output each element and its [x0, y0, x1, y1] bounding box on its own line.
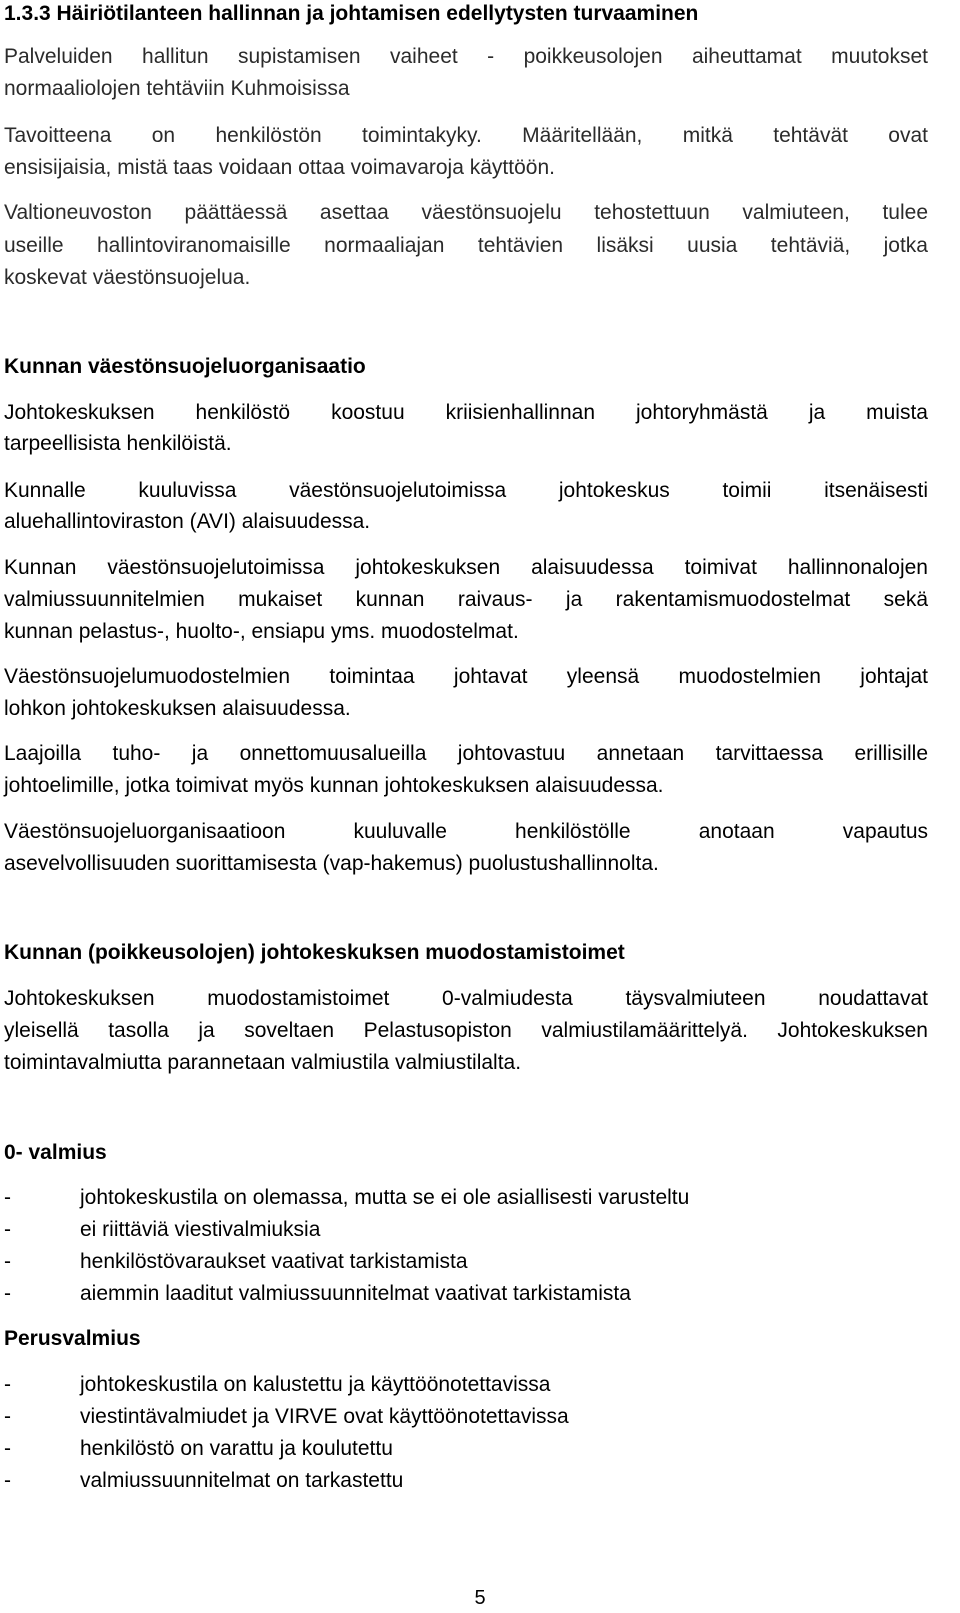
list-item: johtokeskustila on kalustettu ja käyttöönotettavissa	[80, 1373, 551, 1396]
paragraph-1-line-2: normaaliolojen tehtäviin Kuhmoisissa	[4, 77, 350, 100]
paragraph-3-line-1: Valtioneuvoston päättäessä asettaa väestönsuojelu tehostettuun valmiuteen, tulee	[4, 201, 928, 224]
list-dash: -	[4, 1405, 11, 1428]
list-item: valmiussuunnitelmat on tarkastettu	[80, 1469, 404, 1492]
heading-organisation: Kunnan väestönsuojeluorganisaatio	[4, 355, 366, 378]
list-item: henkilöstövaraukset vaativat tarkistamista	[80, 1250, 468, 1273]
paragraph-4-line-2: tarpeellisista henkilöistä.	[4, 432, 232, 455]
paragraph-7-line-2: lohkon johtokeskuksen alaisuudessa.	[4, 697, 351, 720]
page-number: 5	[474, 1587, 486, 1609]
list-item: aiemmin laaditut valmiussuunnitelmat vaativat tarkistamista	[80, 1282, 631, 1305]
paragraph-5-line-1: Kunnalle kuuluvissa väestönsuojelutoimissa johtokeskus toimii itsenäisesti	[4, 479, 928, 502]
paragraph-3-line-3: koskevat väestönsuojelua.	[4, 266, 251, 289]
list-item: johtokeskustila on olemassa, mutta se ei ole asiallisesti varusteltu	[80, 1186, 690, 1209]
list-dash: -	[4, 1437, 11, 1460]
paragraph-6-line-1: Kunnan väestönsuojelutoimissa johtokeskuksen alaisuudessa toimivat hallinnonalojen	[4, 556, 928, 579]
section-title: 1.3.3 Häiriötilanteen hallinnan ja johtamisen edellytysten turvaaminen	[4, 2, 699, 25]
heading-readiness-0: 0- valmius	[4, 1141, 107, 1164]
paragraph-4-line-1: Johtokeskuksen henkilöstö koostuu kriisienhallinnan johtoryhmästä ja muista	[4, 401, 928, 424]
paragraph-2-line-2: ensisijaisia, mistä taas voidaan ottaa voimavaroja käyttöön.	[4, 156, 555, 179]
list-dash: -	[4, 1373, 11, 1396]
paragraph-8-line-1: Laajoilla tuho- ja onnettomuusalueilla johtovastuu annetaan tarvittaessa erillisille	[4, 742, 928, 765]
paragraph-5-line-2: aluehallintoviraston (AVI) alaisuudessa.	[4, 510, 371, 533]
paragraph-10-line-2: yleisellä tasolla ja soveltaen Pelastusopiston valmiustilamäärittelyä. Johtokeskuksen	[4, 1019, 928, 1042]
paragraph-3-line-2: useille hallintoviranomaisille normaaliajan tehtävien lisäksi uusia tehtäviä, jotka	[4, 234, 928, 257]
paragraph-9-line-1: Väestönsuojeluorganisaatioon kuuluvalle henkilöstölle anotaan vapautus	[4, 820, 928, 843]
list-dash: -	[4, 1250, 11, 1273]
list-item: ei riittäviä viestivalmiuksia	[80, 1218, 321, 1241]
list-dash: -	[4, 1469, 11, 1492]
paragraph-7-line-1: Väestönsuojelumuodostelmien toimintaa johtavat yleensä muodostelmien johtajat	[4, 665, 928, 688]
list-item: viestintävalmiudet ja VIRVE ovat käyttöönotettavissa	[80, 1405, 569, 1428]
paragraph-8-line-2: johtoelimille, jotka toimivat myös kunnan johtokeskuksen alaisuudessa.	[4, 774, 664, 797]
list-dash: -	[4, 1282, 11, 1305]
paragraph-10-line-3: toimintavalmiutta parannetaan valmiustila valmiustilalta.	[4, 1051, 522, 1074]
list-dash: -	[4, 1218, 11, 1241]
heading-basic-readiness: Perusvalmius	[4, 1327, 141, 1350]
heading-formation-actions: Kunnan (poikkeusolojen) johtokeskuksen muodostamistoimet	[4, 941, 625, 964]
paragraph-6-line-2: valmiussuunnitelmien mukaiset kunnan raivaus- ja rakentamismuodostelmat sekä	[4, 588, 928, 611]
paragraph-10-line-1: Johtokeskuksen muodostamistoimet 0-valmiudesta täysvalmiuteen noudattavat	[4, 987, 928, 1010]
list-dash: -	[4, 1186, 11, 1209]
paragraph-9-line-2: asevelvollisuuden suorittamisesta (vap-hakemus) puolustushallinnolta.	[4, 852, 659, 875]
paragraph-2-line-1: Tavoitteena on henkilöstön toimintakyky. Määritellään, mitkä tehtävät ovat	[4, 124, 928, 147]
list-item: henkilöstö on varattu ja koulutettu	[80, 1437, 393, 1460]
paragraph-1-line-1: Palveluiden hallitun supistamisen vaiheet - poikkeusolojen aiheuttamat muutokset	[4, 45, 928, 68]
paragraph-6-line-3: kunnan pelastus-, huolto-, ensiapu yms. muodostelmat.	[4, 620, 519, 643]
